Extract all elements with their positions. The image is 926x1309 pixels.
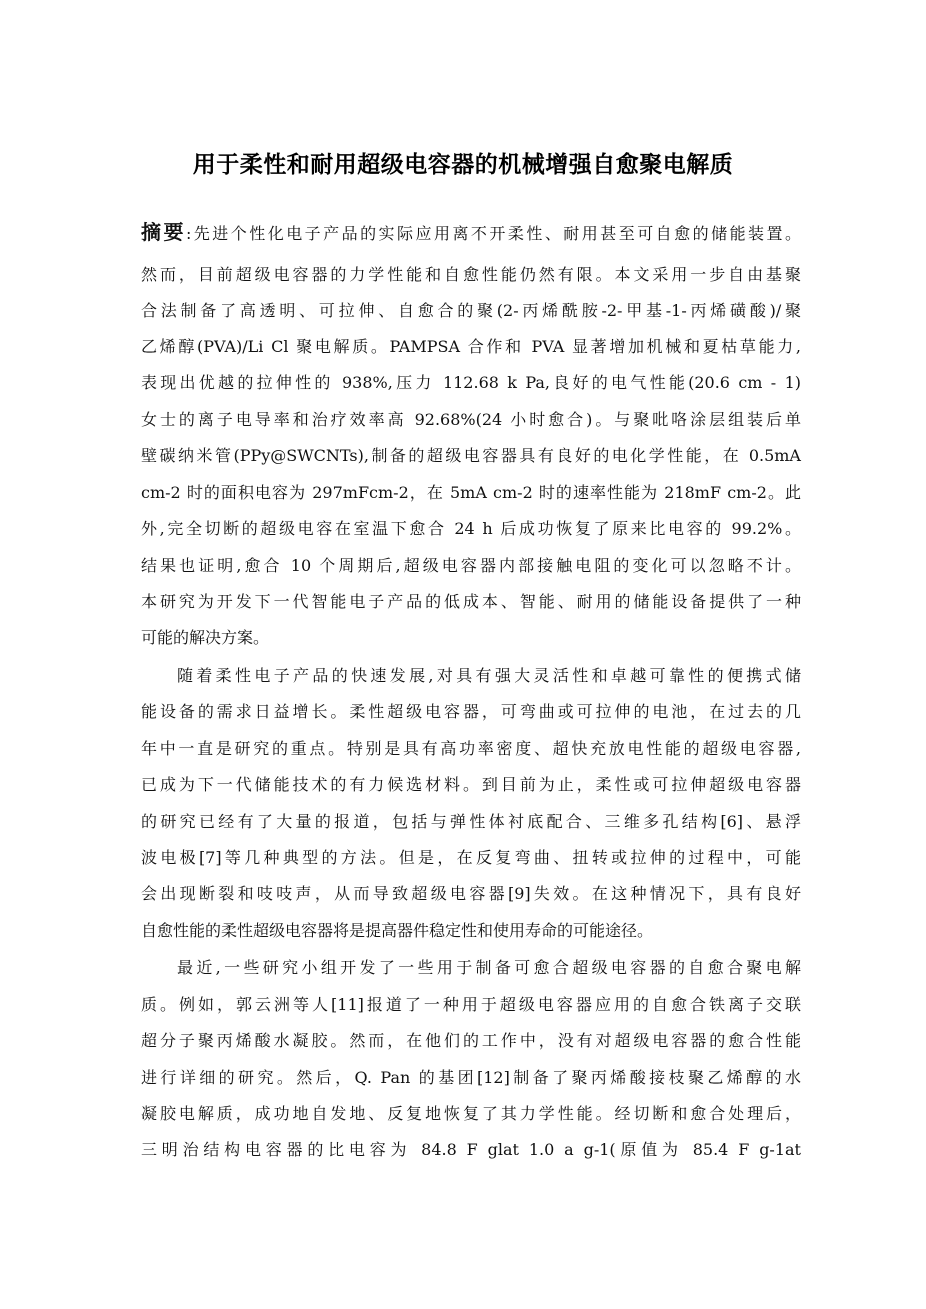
body-line: 凝胶电解质，成功地自发地、反复地恢复了其力学性能。经切断和愈合处理后， — [141, 1104, 801, 1123]
abstract-line: 合法制备了高透明、可拉伸、自愈合的聚(2-丙烯酰胺-2-甲基-1-丙烯磺酸)/聚 — [141, 301, 801, 320]
body-line: 的研究已经有了大量的报道，包括与弹性体衬底配合、三维多孔结构[6]、悬浮 — [141, 812, 801, 831]
abstract-line: 表现出优越的拉伸性的 938%,压力 112.68 k Pa,良好的电气性能(20.6 cm - 1) — [141, 373, 801, 392]
abstract-line: 外,完全切断的超级电容在室温下愈合 24 h 后成功恢复了原来比电容的 99.2%。 — [141, 519, 801, 538]
abstract-line: 本研究为开发下一代智能电子产品的低成本、智能、耐用的储能设备提供了一种 — [141, 592, 801, 611]
abstract-line — [141, 222, 801, 244]
body-line: 波电极[7]等几种典型的方法。但是，在反复弯曲、扭转或拉伸的过程中，可能 — [141, 848, 801, 867]
abstract-line: 可能的解决方案。 — [141, 628, 270, 647]
abstract-line: 乙烯醇(PVA)/Li Cl 聚电解质。PAMPSA 合作和 PVA 显著增加机械和夏枯草能力, — [141, 337, 801, 356]
abstract-line: 女士的离子电导率和治疗效率高 92.68%(24 小时愈合)。与聚吡咯涂层组装后单 — [141, 410, 801, 429]
abstract-line: 然而，目前超级电容器的力学性能和自愈性能仍然有限。本文采用一步自由基聚 — [141, 265, 801, 284]
abstract-line: 结果也证明,愈合 10 个周期后,超级电容器内部接触电阻的变化可以忽略不计。 — [141, 556, 801, 575]
body-line: 已成为下一代储能技术的有力候选材料。到目前为止，柔性或可拉伸超级电容器 — [141, 775, 801, 794]
body-line: 进行详细的研究。然后，Q. Pan 的基团[12]制备了聚丙烯酸接枝聚乙烯醇的水 — [141, 1068, 801, 1087]
abstract-label: 摘要 — [141, 220, 186, 244]
body-line: 质。例如，郭云洲等人[11]报道了一种用于超级电容器应用的自愈合铁离子交联 — [141, 995, 801, 1014]
body-line: 自愈性能的柔性超级电容器将是提高器件稳定性和使用寿命的可能途径。 — [141, 921, 654, 940]
body-line: 最近,一些研究小组开发了一些用于制备可愈合超级电容器的自愈合聚电解 — [177, 958, 801, 977]
body-line: 三明治结构电容器的比电容为 84.8 F glat 1.0 a g-1(原值为 85.4 F g-1at — [141, 1140, 801, 1159]
body-line: 能设备的需求日益增长。柔性超级电容器，可弯曲或可拉伸的电池，在过去的几 — [141, 702, 801, 721]
document-title: 用于柔性和耐用超级电容器的机械增强自愈聚电解质 — [192, 152, 734, 178]
body-line: 随着柔性电子产品的快速发展,对具有强大灵活性和卓越可靠性的便携式储 — [177, 666, 801, 685]
body-line: 年中一直是研究的重点。特别是具有高功率密度、超快充放电性能的超级电容器, — [141, 739, 801, 758]
body-line: 超分子聚丙烯酸水凝胶。然而，在他们的工作中，没有对超级电容器的愈合性能 — [141, 1031, 801, 1050]
abstract-text: :先进个性化电子产品的实际应用离不开柔性、耐用甚至可自愈的储能装置。 — [185, 224, 801, 243]
body-line: 会出现断裂和吱吱声，从而导致超级电容器[9]失效。在这种情况下，具有良好 — [141, 884, 801, 903]
abstract-line: cm-2 时的面积电容为 297mFcm-2，在 5mA cm-2 时的速率性能为 218mF cm-2。此 — [141, 483, 801, 502]
abstract-line: 壁碳纳米管(PPy@SWCNTs),制备的超级电容器具有良好的电化学性能，在 0.5mA — [141, 446, 801, 465]
